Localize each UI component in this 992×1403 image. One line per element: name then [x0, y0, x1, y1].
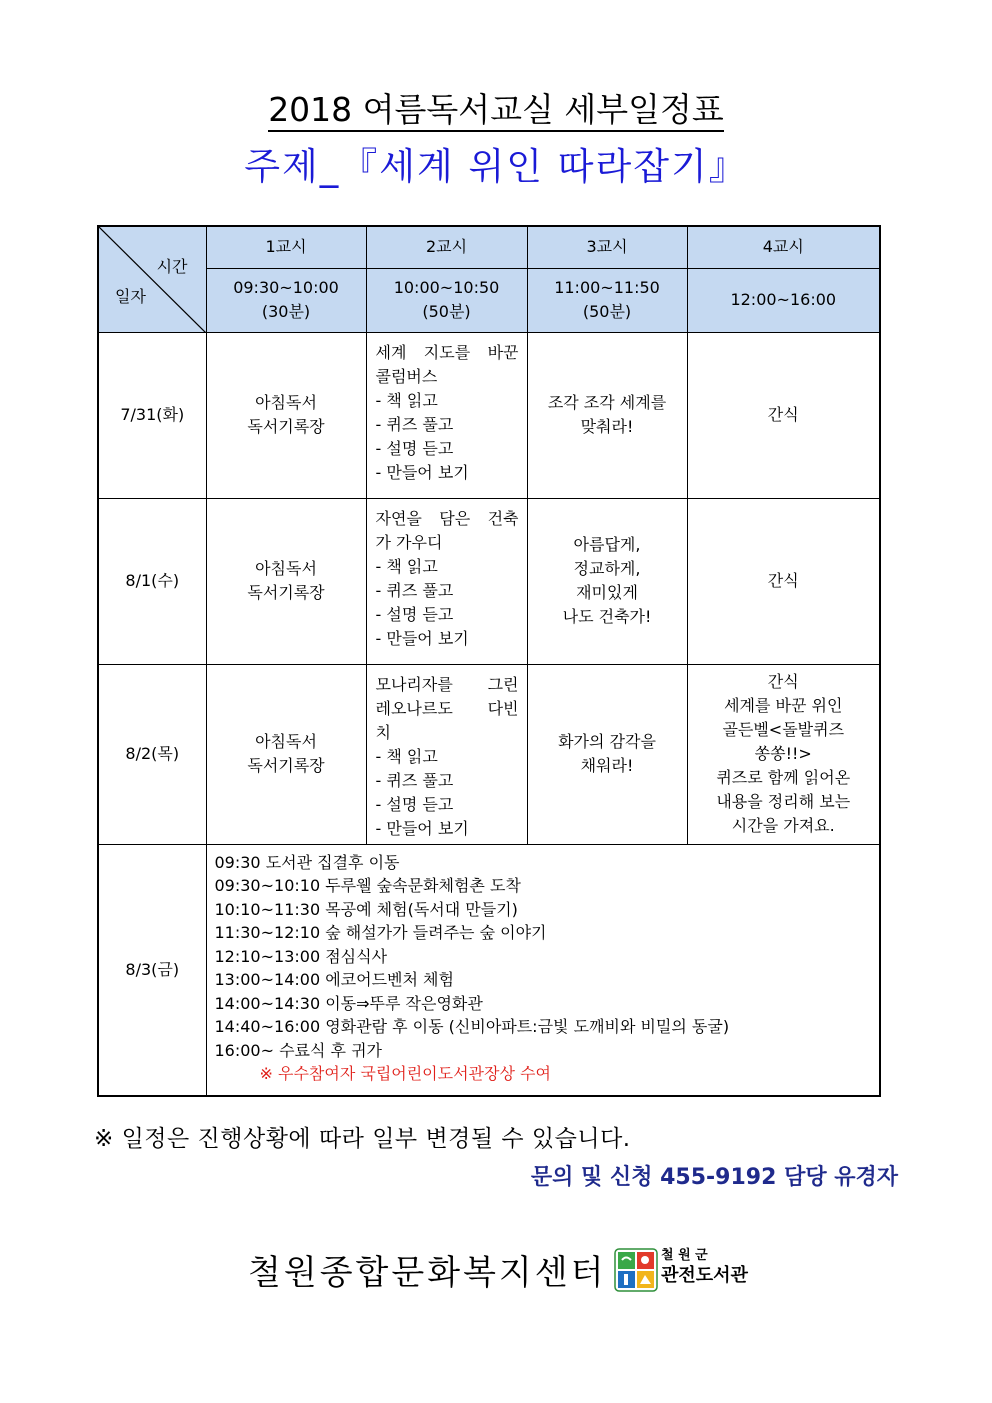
- period-2-cell: 세계 지도를 바꾼 콜럼버스 - 책 읽고 - 퀴즈 풀고 - 설명 듣고 - 만들어 보기: [366, 332, 527, 498]
- table-row: [98, 664, 880, 844]
- diagonal-divider: [99, 227, 206, 333]
- organization-name: 철원종합문화복지센터: [248, 1253, 607, 1293]
- library-logo: [614, 1248, 748, 1292]
- period-1-cell: 아침독서 독서기록장: [206, 664, 366, 844]
- period-1-time: 09:30~10:00 (30분): [206, 268, 366, 332]
- corner-label-date: 일자: [115, 287, 146, 306]
- period-4-cell: 간식 세계를 바꾼 위인 골든벨<돌발퀴즈 쏭쏭!!> 퀴즈로 함께 읽어온 내용을 정리해 보는 시간을 가져요.: [687, 664, 880, 844]
- header-row-period: [98, 226, 880, 268]
- period-2-header: 2교시: [366, 226, 527, 268]
- corner-label-time: 시간: [156, 257, 188, 276]
- period-3-cell: 조각 조각 세계를 맞춰라!: [527, 332, 687, 498]
- period-1-cell: 아침독서 독서기록장: [206, 498, 366, 664]
- period-3-cell: 아름답게, 정교하게, 재미있게 나도 건축가!: [527, 498, 687, 664]
- logo-text-library: 관전도서관: [661, 1265, 748, 1286]
- period-4-cell: 간식: [687, 498, 880, 664]
- period-4-cell: 간식: [687, 332, 880, 498]
- library-logo-icon: [614, 1248, 658, 1292]
- period-3-header: 3교시: [527, 226, 687, 268]
- period-4-time: 12:00~16:00: [687, 268, 880, 332]
- table-row: [98, 498, 880, 664]
- table-row-field-trip: [98, 844, 880, 1096]
- logo-text-county: 철 원 군: [661, 1248, 708, 1263]
- period-3-cell: 화가의 감각을 채워라!: [527, 664, 687, 844]
- award-note: ※ 우수참여자 국립어린이도서관장상 수여: [259, 1064, 551, 1083]
- date-cell: 8/3(금): [98, 844, 206, 1096]
- period-1-header: 1교시: [206, 226, 366, 268]
- date-cell: 8/2(목): [98, 664, 206, 844]
- page-subtitle: 주제_『세계 위인 따라잡기』: [244, 145, 748, 188]
- corner-header-cell: [98, 226, 206, 332]
- date-cell: 7/31(화): [98, 332, 206, 498]
- period-1-cell: 아침독서 독서기록장: [206, 332, 366, 498]
- schedule-change-notice: ※ 일정은 진행상황에 따라 일부 변경될 수 있습니다.: [94, 1126, 631, 1152]
- date-cell: 8/1(수): [98, 498, 206, 664]
- period-2-time: 10:00~10:50 (50분): [366, 268, 527, 332]
- period-2-cell: 자연을 담은 건축 가 가우디 - 책 읽고 - 퀴즈 풀고 - 설명 듣고 - 만들어 보기: [366, 498, 527, 664]
- table-row: [98, 332, 880, 498]
- contact-info: 문의 및 신청 455-9192 담당 유경자: [530, 1165, 898, 1190]
- period-3-time: 11:00~11:50 (50분): [527, 268, 687, 332]
- period-2-cell: 모나리자를 그린 레오나르도 다빈 치 - 책 읽고 - 퀴즈 풀고 - 설명 듣고 - 만들어 보기: [366, 664, 527, 844]
- header-row-time: [98, 268, 880, 332]
- period-4-header: 4교시: [687, 226, 880, 268]
- page-title: 2018 여름독서교실 세부일정표: [0, 88, 992, 132]
- field-trip-schedule: 09:30 도서관 집결후 이동 09:30~10:10 두루웰 숲속문화체험촌 도착 10:10~11:30 목공예 체험(독서대 만들기) 11:30~12:10 숲 해설가가 들려주는 숲 이야기 12:10~13:00 점심식사 13:00~14:00 에코어드벤처 체험 14:00~14:30 이동⇒뚜루 작은영화관 14:40~16:00 영화관람 후 이동 (신비아파트:금빛 도깨비와 비밀의 동굴) 16:00~ 수료식 후 귀가 ※ 우수참여자 국립어린이도서관장상 수여: [206, 844, 880, 1096]
- schedule-table: [97, 225, 881, 1097]
